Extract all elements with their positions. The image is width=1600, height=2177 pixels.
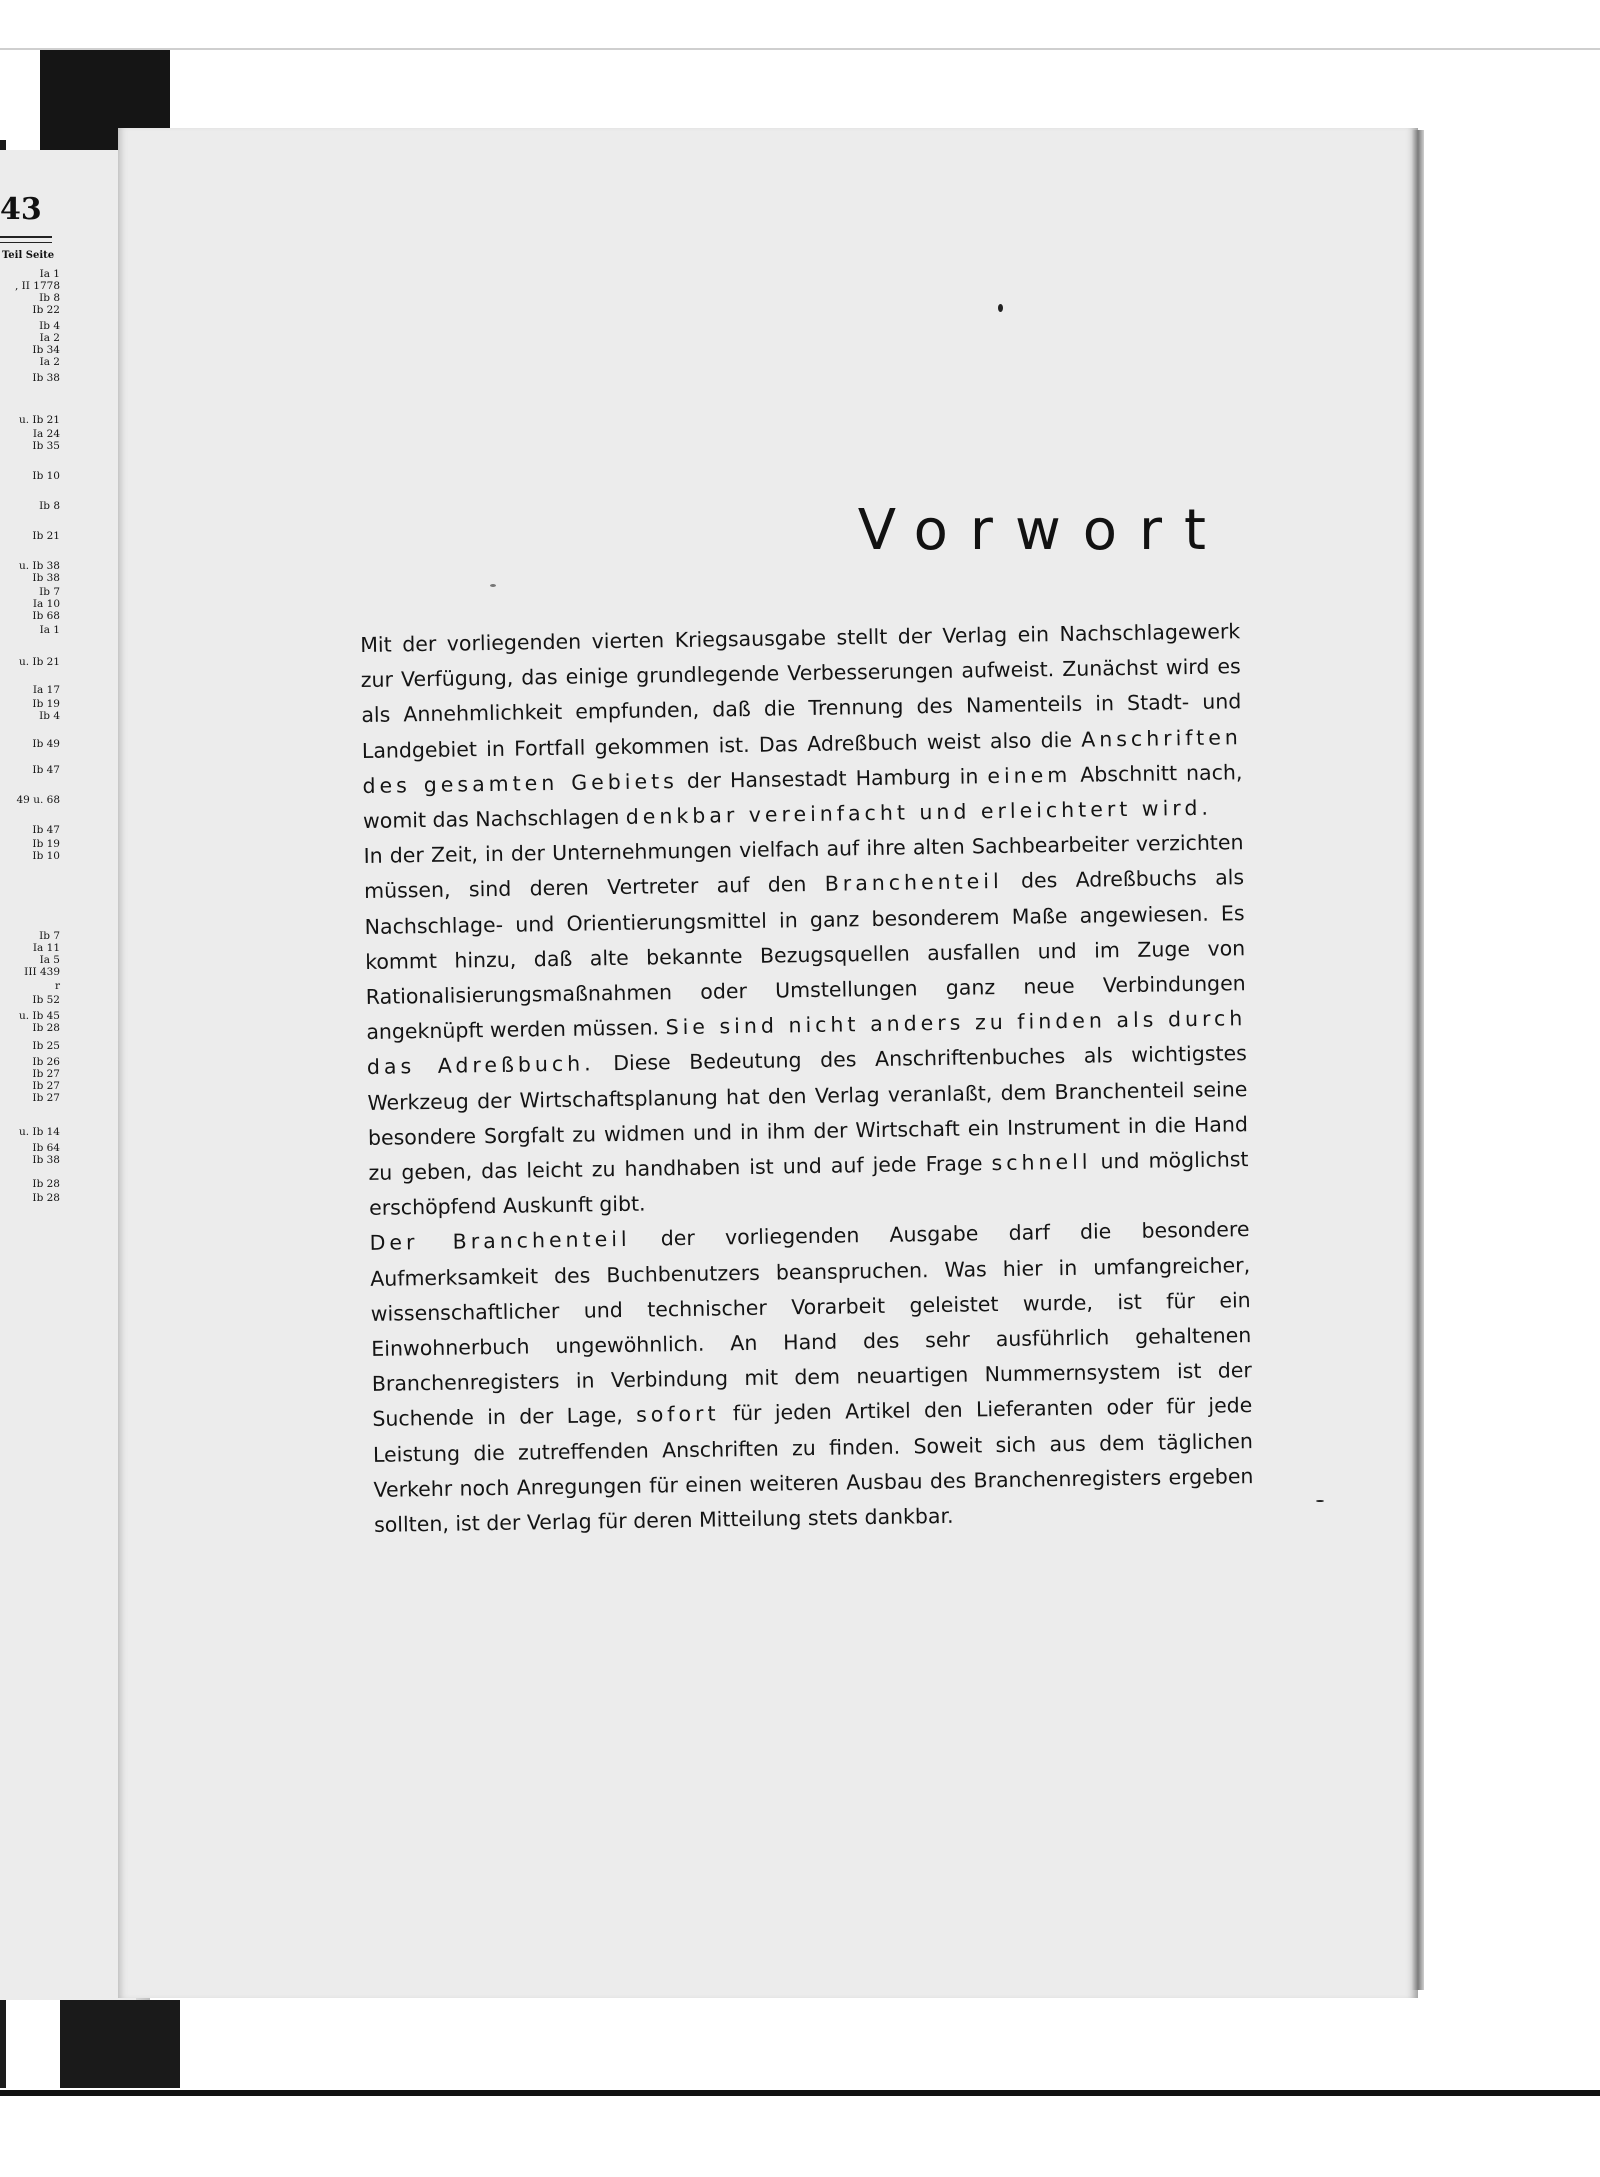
index-reference: u. Ib 45 [18,1010,60,1022]
index-reference: Ib 21 [32,530,60,542]
index-reference: Ib 38 [32,372,60,384]
index-reference: Ia 2 [39,332,60,344]
header-rule [0,236,52,238]
index-reference: u. Ib 14 [18,1126,60,1138]
index-reference: , II 1778 [14,280,60,292]
text-run: des Adreßbuchs als Nachschlage- und Orientierungsmittel in ganz besonderem Maße angewiesen. Es kommt hinzu, daß alte bekannte Bezugsquellen ausfallen und im Zuge von Rationalisierungsmaßnahmen oder Umstellungen ganz neue Verbindungen angeknüpft werden müssen. [364,865,1246,1045]
ink-speck [490,584,496,587]
index-reference: Ib 52 [32,994,60,1006]
index-reference: Ib 26 [32,1056,60,1068]
text-run: für jeden Artikel den Lieferanten oder für jede Leistung die zutreffenden Anschriften zu finden. Soweit sich aus dem täglichen Verkehr noch Anregungen für einen weiteren Ausbau des Branchenregisters ergeben sollten, ist der Verlag für deren Mitteilung stets dankbar. [372,1393,1254,1537]
index-reference: Ib 19 [32,838,60,850]
emphasized-text: denkbar vereinfacht und erleichtert wird. [625,795,1213,829]
page-title: Vorwort [857,498,1228,563]
index-reference: Ib 4 [39,320,60,332]
text-run: der vorliegenden Ausgabe darf die besondere Aufmerksamkeit des Buchbenutzers beanspruchen. Was hier in umfangreicher, wissenschaftlicher und technischer Vorarbeit geleistet wurde, ist für ein Einwohnerbuch ungewöhnlich. An Hand des sehr ausführlich gehaltenen Branchenregisters in Verbindung mit dem neuartigen Nummernsystem ist der Suchende in der Lage, [370,1217,1252,1432]
index-reference: Ia 5 [39,954,60,966]
index-reference: Ib 38 [32,1154,60,1166]
emphasized-text: Sie sind nicht anders zu finden als durch das Adreßbuch. [366,1006,1247,1080]
emphasized-text: einem [987,762,1072,788]
index-reference: Ib 10 [32,470,60,482]
index-reference: Ib 27 [32,1068,60,1080]
index-reference: Ib 22 [32,304,60,316]
index-reference: Ib 35 [32,440,60,452]
index-reference: Ib 47 [32,764,60,776]
index-reference: Ib 4 [39,710,60,722]
text-run: In der Zeit, in der Unternehmungen vielfach auf ihre alten Sachbearbeiter verzichten müssen, sind deren Vertreter auf den [363,830,1244,904]
ink-speck [998,304,1003,312]
scan-bottom-border [0,2090,1600,2096]
paragraph [369,1213,1254,1544]
index-reference: Ia 1 [39,268,60,280]
index-reference: Ib 7 [39,930,60,942]
text-run: Diese Bedeutung des Anschriftenbuches als wichtigstes Werkzeug der Wirtschaftsplanung hat den Verlag veranlaßt, dem Branchenteil seine besondere Sorgfalt zu widmen und in ihm der Wirtschaft ein Instrument in die Hand zu geben, das leicht zu handhaben ist und auf jede Frage [367,1041,1249,1185]
ink-speck [1316,1500,1324,1502]
index-reference: Ib 19 [32,698,60,710]
index-reference: Ib 68 [32,610,60,622]
scan-top-border [0,48,1600,50]
index-reference: Ia 1 [39,624,60,636]
index-reference: Ib 47 [32,824,60,836]
page-right-edge [1412,130,1424,1990]
index-reference: Ia 10 [32,598,60,610]
text-run: Mit der vorliegenden vierten Kriegsausgabe stellt der Verlag ein Nachschlagewerk zur Verfügung, das einige grundlegende Verbesserungen aufweist. Zunächst wird es als Annehmlichkeit empfunden, daß die Trennung des Namenteils in Stadt- und Landgebiet in Fortfall gekommen ist. Das Adreßbuch weist also die [360,619,1242,763]
index-reference: Ib 7 [39,586,60,598]
index-reference: Ib 28 [32,1022,60,1034]
scan-dark-corner-bottom [60,2000,180,2090]
index-reference: r [54,980,60,992]
text-run: und möglichst erschöpfend Auskunft gibt. [368,1147,1249,1221]
index-reference: III 439 [24,966,60,978]
column-header: Teil Seite [2,250,55,261]
index-reference: Ib 49 [32,738,60,750]
index-reference: u. Ib 21 [18,414,60,426]
index-reference: Ib 25 [32,1040,60,1052]
right-page [118,128,1418,1998]
emphasized-text: schnell [991,1149,1092,1176]
index-reference: Ib 28 [32,1192,60,1204]
emphasized-text: Anschriften des gesamten Gebiets [362,724,1243,798]
index-reference: 49 u. 68 [16,794,60,806]
index-reference: Ib 64 [32,1142,60,1154]
index-reference: Ia 11 [32,942,60,954]
scan-bottom-margin [0,2088,1600,2177]
paragraph [363,825,1249,1226]
text-run: der Hansestadt Hamburg in [677,763,988,793]
emphasized-text: Branchenteil [824,869,1003,897]
index-reference: Ib 8 [39,500,60,512]
index-reference: Ib 10 [32,850,60,862]
index-reference: Ib 27 [32,1092,60,1104]
foreword-text [360,614,1254,1543]
header-rule-thin [0,242,52,243]
index-reference: Ib 38 [32,572,60,584]
emphasized-text: sofort [635,1401,720,1428]
index-reference: Ib 8 [39,292,60,304]
index-reference: u. Ib 21 [18,656,60,668]
paragraph [360,614,1243,839]
index-reference: Ib 27 [32,1080,60,1092]
index-reference: Ia 17 [32,684,60,696]
text-run: Abschnitt nach, womit das Nachschlagen [362,759,1243,833]
index-reference: u. Ib 38 [18,560,60,572]
index-reference: Ib 34 [32,344,60,356]
index-reference: Ia 24 [32,428,60,440]
page-number: 43 [0,192,42,227]
index-reference: Ib 28 [32,1178,60,1190]
index-reference: Ia 2 [39,356,60,368]
emphasized-text: Der Branchenteil [369,1227,631,1256]
